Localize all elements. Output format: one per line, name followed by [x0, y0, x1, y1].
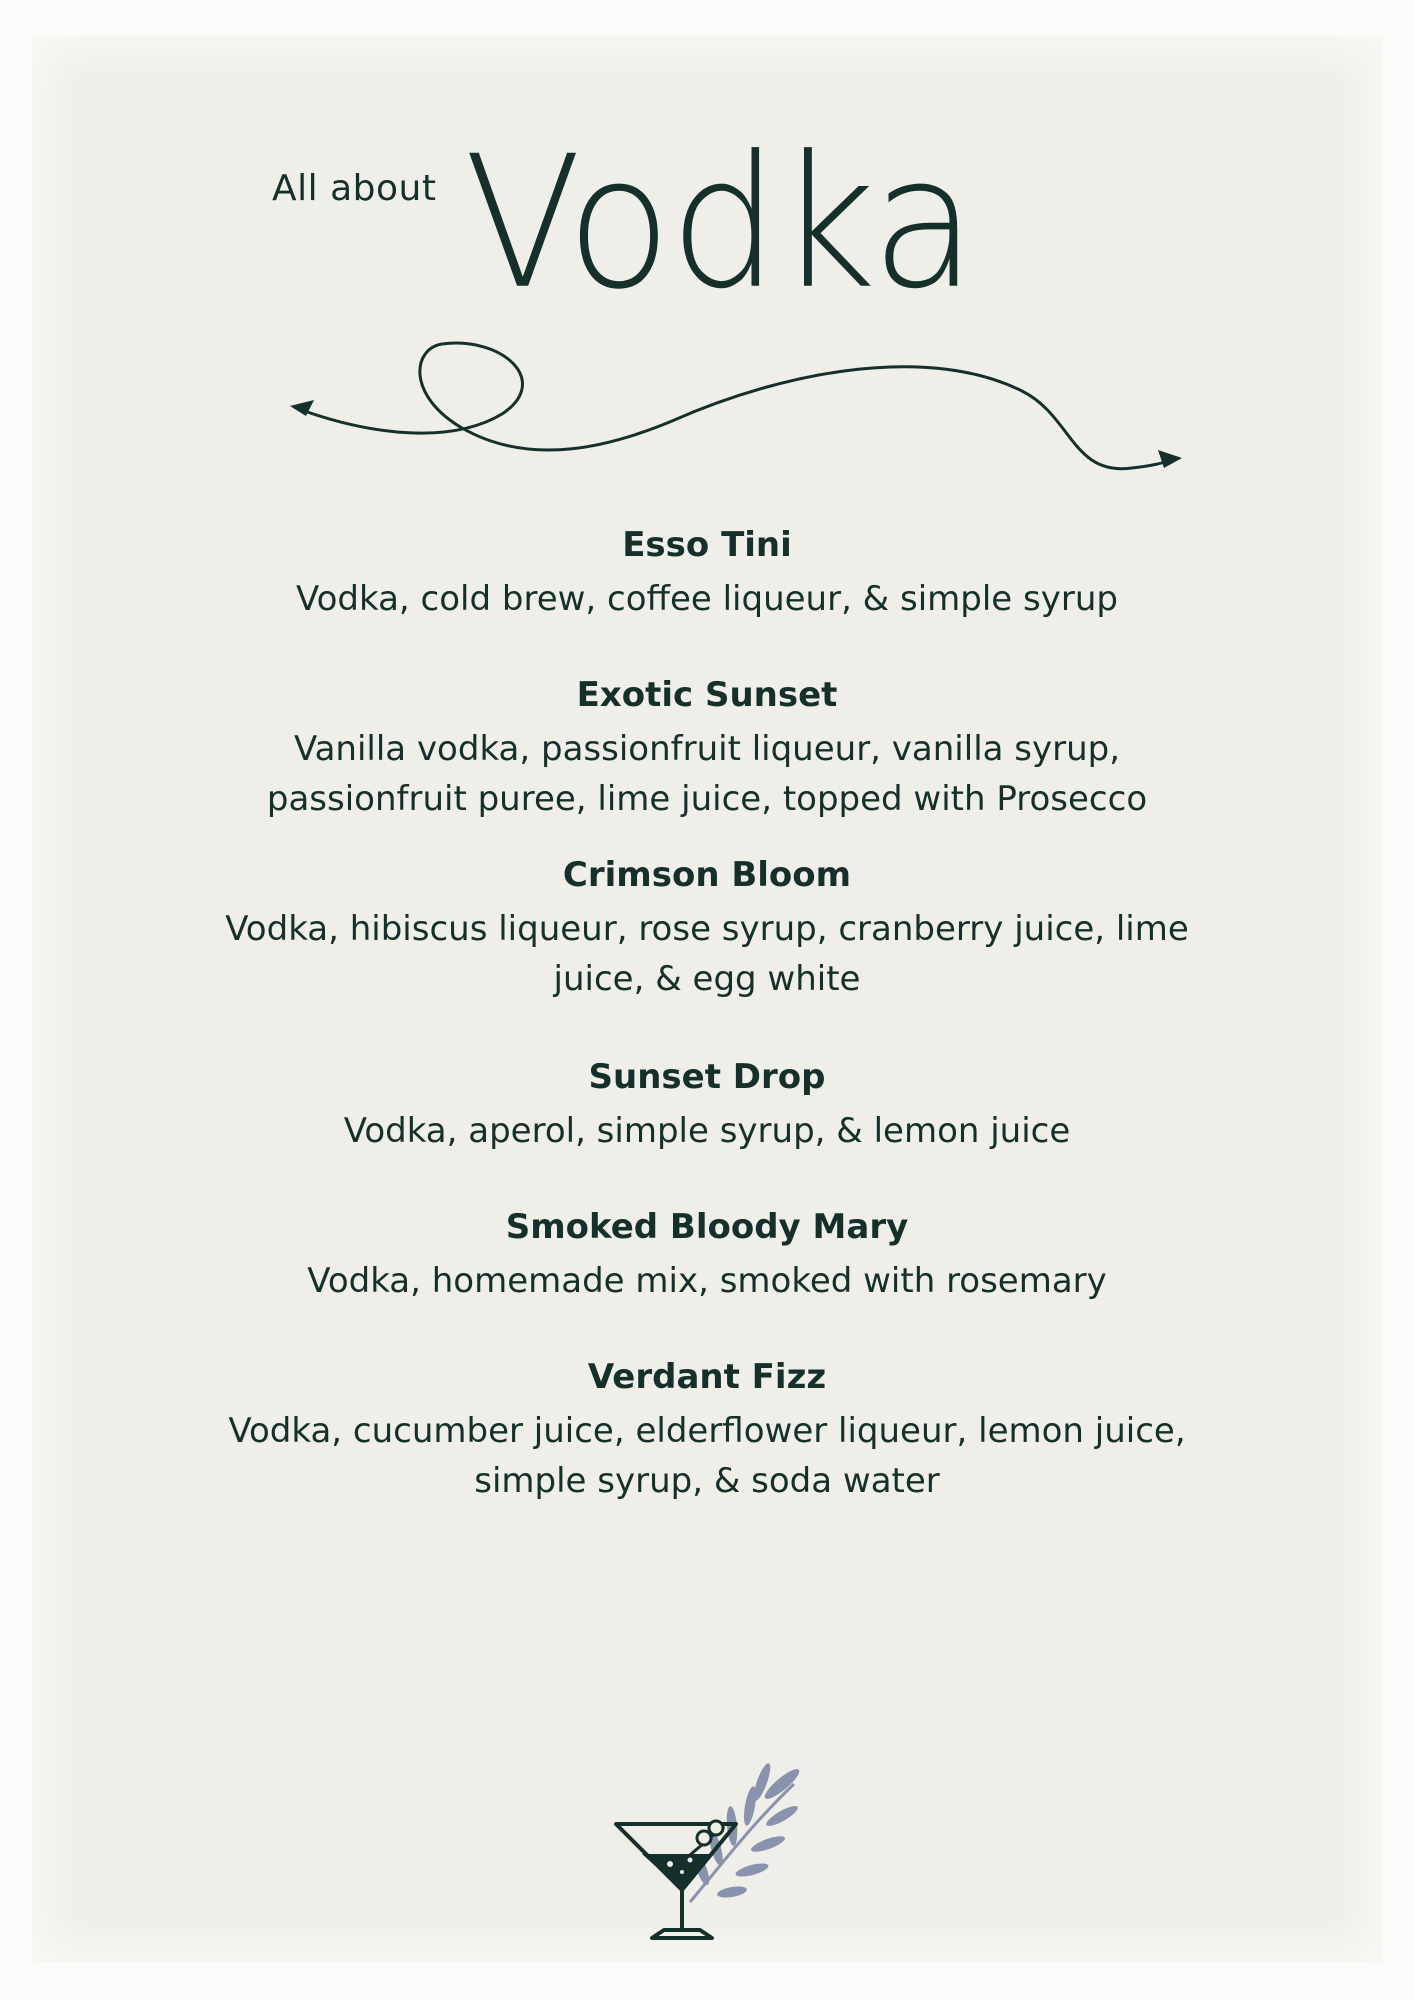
item-name: Verdant Fizz [587, 1357, 827, 1397]
page-title: Vodka [464, 116, 975, 330]
menu-item [207, 850, 1207, 1004]
small-title: All about [272, 168, 437, 209]
item-name: Smoked Bloody Mary [505, 1207, 909, 1247]
menu-item [207, 1052, 1207, 1156]
item-description: Vodka, hibiscus liqueur, rose syrup, cranberry juice, lime juice, & egg white [225, 909, 1189, 999]
menu-item [207, 1202, 1207, 1306]
menu-item [207, 670, 1207, 824]
menu-item [207, 1352, 1207, 1506]
item-description: Vodka, cucumber juice, elderflower liqueur, lemon juice, simple syrup, & soda water [228, 1411, 1186, 1501]
item-name: Esso Tini [622, 525, 792, 565]
menu-item [207, 520, 1207, 624]
item-description: Vodka, cold brew, coffee liqueur, & simple syrup [296, 579, 1118, 619]
item-description: Vodka, aperol, simple syrup, & lemon juice [343, 1111, 1071, 1151]
martini-glass-icon [612, 1754, 832, 1944]
menu-page [32, 36, 1382, 1962]
item-name: Sunset Drop [588, 1057, 826, 1097]
item-description: Vodka, homemade mix, smoked with rosemary [307, 1261, 1107, 1301]
item-description: Vanilla vodka, passionfruit liqueur, vanilla syrup, passionfruit puree, lime juice, topped with Prosecco [266, 729, 1148, 819]
swirl-arrow-icon [32, 36, 1382, 496]
item-name: Crimson Bloom [562, 855, 852, 895]
item-name: Exotic Sunset [576, 675, 838, 715]
